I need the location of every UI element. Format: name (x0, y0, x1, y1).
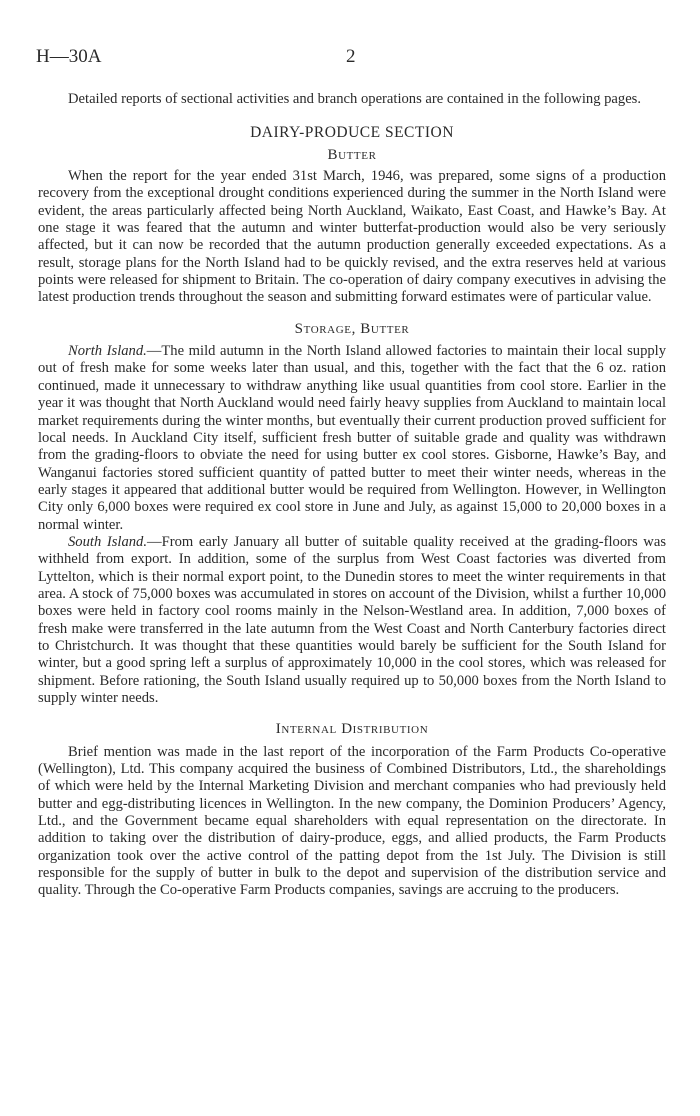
distribution-heading: Internal Distribution (275, 721, 429, 738)
page-number: 2 (346, 46, 356, 67)
north-island-text: —The mild autumn in the North Island allowed factories to maintain their local supply out of fresh make for some weeks later than usual, and this, together with the fact that the 6 oz. ration continued, made it unnecessary to withdraw anything like usual quantities from cool store. Earlier in the year it was thought that North Auckland would need fairly heavy supplies from Auckland to maintain local market requirements during the winter months, but eventually their current production proved sufficient for local needs. In Auckland City itself, sufficient fresh butter of suitable grade and quality was withdrawn from the grading-floors to obviate the need for using butter ex cool stores. Gisborne, Hawke’s Bay, and Wanganui factories stored sufficient quantity of patted butter to meet their winter needs, whereas in the early stages it appeared that additional butter would be required from Wellington. However, in Wellington City only 6,000 boxes were required ex cool store in June and July, as against 15,000 to 20,000 boxes in a normal winter. (38, 343, 667, 533)
south-island-lead: South Island. (68, 533, 148, 550)
butter-paragraph: When the report for the year ended 31st March, 1946, was prepared, some signs of a production recovery from the exceptional drought conditions experienced during the summer in the North Island were evident, the areas particularly affected being North Auckland, Waikato, East Coast, and Hawke’s Bay. At one stage it was feared that the autumn and winter butterfat-production would also be very seriously affected, but it can now be recorded that the autumn production generally exceeded expectations. As a result, storage plans for the North Island had to be quickly revised, and the extra reserves held at various points were released for shipment to Britain. The co-operation of dairy company executives in advising the latest production trends throughout the season and submitting forward estimates were of particular value. (38, 168, 666, 306)
document-body (38, 91, 666, 900)
north-island-lead: North Island. (68, 343, 147, 360)
page-header (36, 46, 666, 70)
intro-paragraph: Detailed reports of sectional activities and branch operations are contained in the following pages. (68, 91, 642, 107)
south-island-paragraph (38, 534, 666, 707)
distribution-paragraph: Brief mention was made in the last report of the incorporation of the Farm Products Co-operative (Wellington), Ltd. This company acquired the business of Combined Distributors, Ltd., the shareholdings of which were held by the Internal Marketing Division and merchant companies who had previously held butter and egg-distributing licences in Wellington. In the new company, the Dominion Producers’ Agency, Ltd., and the Government became equal shareholders with equal representation on the directorate. In addition to taking over the distribution of dairy-produce, eggs, and allied products, the Farm Products organization took over the active control of the patting depot from the 1st July. The Division is still responsible for the supply of butter in bulk to the depot and supervision of the distribution service and quality. Through the Co-operative Farm Products companies, savings are accruing to the producers. (38, 743, 666, 899)
butter-heading: Butter (327, 146, 377, 163)
section-title: DAIRY-PRODUCE SECTION (250, 124, 454, 142)
north-island-paragraph (38, 343, 666, 534)
storage-heading: Storage, Butter (294, 320, 410, 337)
south-island-text: —From early January all butter of suitable quality received at the grading-floors was withheld from export. In addition, some of the surplus from West Coast factories was diverted from Lyttelton, which is their normal export point, to the Dunedin stores to meet the winter requirements in that area. A stock of 75,000 boxes was accumulated in stores on account of the Division, whilst a further 10,000 boxes were held in factory cool rooms mainly in the Nelson-Westland area. In addition, 7,000 boxes of fresh make were transferred in the late autumn from the West Coast and North Canterbury factories direct to Christchurch. It was thought that these quantities would barely be sufficient for the South Island for winter, but a good spring left a surplus of approximately 10,000 in the cool stores, which was released for shipment. Before rationing, the South Island usually required up to 50,000 boxes from the North Island to supply winter needs. (38, 533, 667, 706)
report-reference: H—30A (36, 46, 102, 67)
